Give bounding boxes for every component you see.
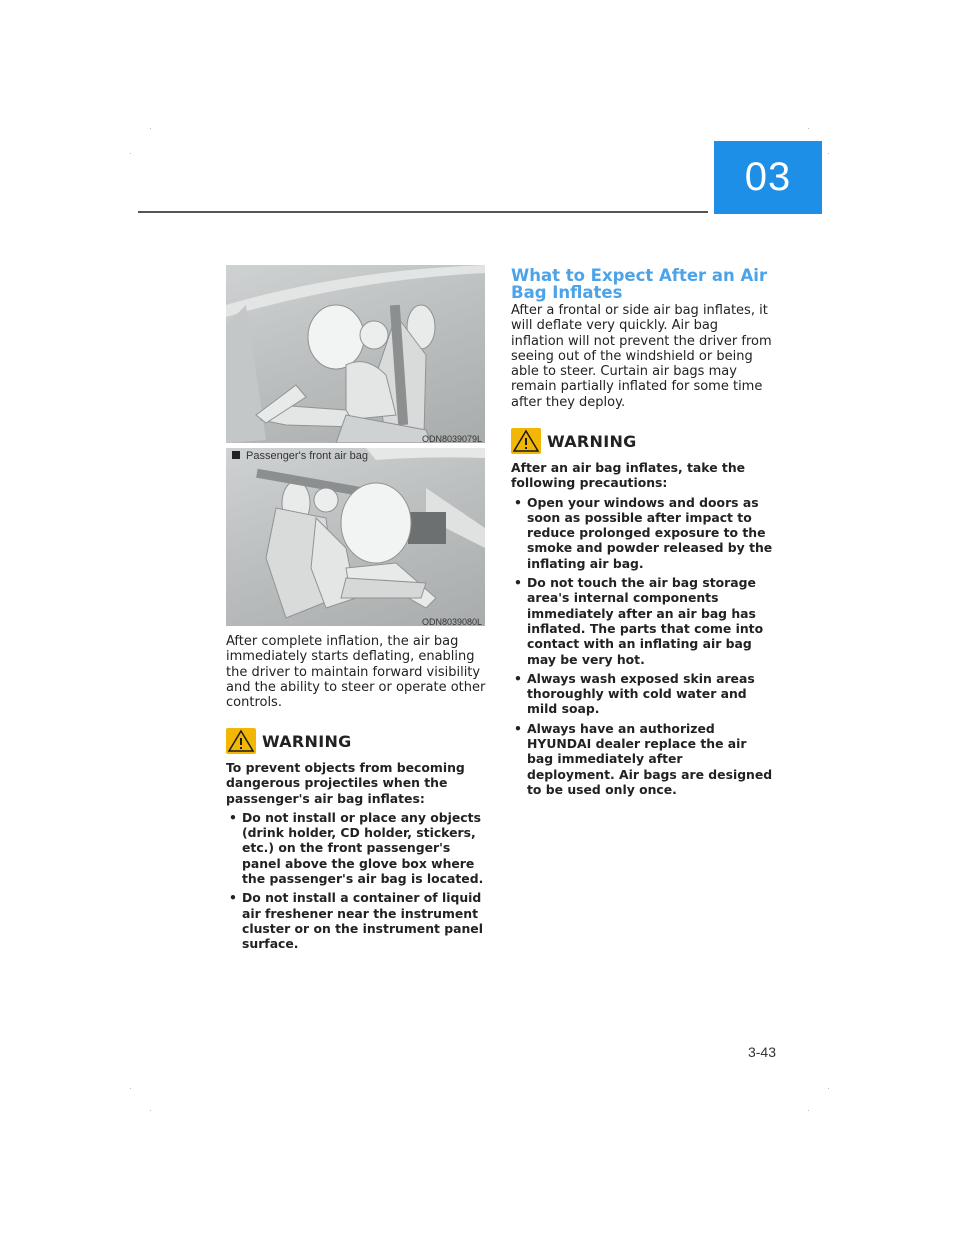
crop-mark [828, 153, 829, 154]
warning-intro: After an air bag inflates, take the following precautions: [511, 460, 746, 491]
crop-mark [150, 128, 151, 129]
warning-list [511, 495, 773, 798]
square-bullet-icon [232, 451, 240, 459]
right-paragraph: After a frontal or side air bag inflates, it will deflate very quickly. Air bag inflation will not prevent the driver from seeing out of the windshield or being able to steer. Curtain air bags may remain partially inflated for some time after they deploy. [511, 303, 772, 410]
page-number: 3-43 [747, 1044, 776, 1060]
left-warning-header [226, 728, 488, 754]
figure-code-driver: ODN8039079L [421, 434, 482, 444]
list-item: • Always have an authorized HYUNDAI dealer replace the air bag immediately after deployment. Air bags are designed to be used only once. [511, 721, 773, 797]
figure-code-passenger: ODN8039080L [421, 617, 482, 627]
warning-triangle-icon [511, 428, 541, 454]
warning-intro: To prevent objects from becoming dangerous projectiles when the passenger's air bag inflates: [226, 760, 465, 806]
crop-mark [130, 1088, 131, 1089]
left-paragraph: After complete inflation, the air bag immediately starts deflating, enabling the driver to maintain forward visibility and the ability to steer or operate other controls. [226, 634, 486, 711]
list-item: • Open your windows and doors as soon as possible after impact to reduce prolonged exposure to the smoke and powder released by the inflating air bag. [511, 495, 773, 571]
chapter-tab: 03 [714, 141, 822, 214]
crop-mark [808, 128, 809, 129]
crop-mark [150, 1110, 151, 1111]
warning-heading: WARNING [547, 431, 637, 451]
list-item: • Do not touch the air bag storage area's internal components immediately after an air bag has inflated. The parts that come into contact with an inflating air bag may be very hot. [511, 575, 773, 667]
passenger-airbag-illustration [226, 448, 485, 626]
warning-triangle-icon [226, 728, 256, 754]
list-item: • Always wash exposed skin areas thoroughly with cold water and mild soap. [511, 671, 773, 717]
figure-passenger-airbag [226, 448, 485, 626]
list-item: • Do not install or place any objects (drink holder, CD holder, stickers, etc.) on the front passenger's panel above the glove box where the passenger's air bag is located. [226, 810, 488, 886]
crop-mark [808, 1110, 809, 1111]
crop-mark [828, 1088, 829, 1089]
header-rule [138, 211, 708, 213]
right-warning-block [511, 428, 773, 801]
list-item: • Do not install a container of liquid air freshener near the instrument cluster or on the instrument panel surface. [226, 890, 488, 951]
crop-mark [130, 153, 131, 154]
driver-airbag-illustration [226, 265, 485, 443]
section-title: What to Expect After an Air Bag Inflates [511, 266, 768, 302]
figure-driver-airbag [226, 265, 485, 443]
left-warning-block [226, 728, 488, 956]
figure-caption-passenger: Passenger's front air bag [232, 450, 368, 462]
warning-list [226, 810, 488, 952]
warning-heading: WARNING [262, 731, 352, 751]
right-warning-header [511, 428, 773, 454]
